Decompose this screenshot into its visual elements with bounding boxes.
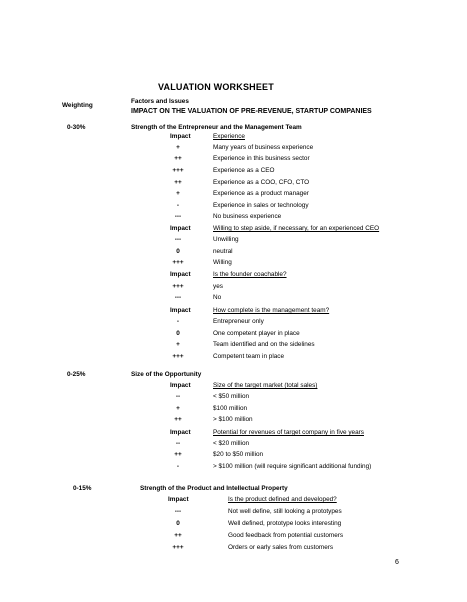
impact-symbol: +++ (172, 167, 184, 174)
impact-label: Impact (168, 496, 189, 503)
question-label: Potential for revenues of target company in five years (213, 429, 364, 436)
section-title: Strength of the Product and Intellectual Property (140, 485, 288, 492)
weighting-header: Weighting (62, 102, 93, 109)
impact-label: Impact (170, 133, 191, 140)
option-text: < $50 million (213, 393, 250, 400)
impact-symbol: - (176, 463, 180, 470)
impact-symbol: +++ (172, 283, 184, 290)
question-label: Willing to step aside, if necessary, for an experienced CEO (213, 225, 380, 232)
question-label: Experience (213, 133, 245, 140)
option-text: Good feedback from potential customers (228, 532, 344, 539)
option-text: < $20 million (213, 440, 250, 447)
impact-symbol: 0 (176, 330, 180, 337)
option-text: Competent team in place (213, 353, 285, 360)
impact-symbol: --- (174, 236, 182, 243)
option-text: Experience in this business sector (213, 155, 310, 162)
option-text: No business experience (213, 213, 282, 220)
option-text: Willing (213, 259, 232, 266)
question-label: Size of the target market (total sales) (213, 382, 318, 389)
impact-symbol: ++ (174, 416, 182, 423)
impact-symbol: ++ (174, 451, 182, 458)
impact-symbol: 0 (176, 520, 180, 527)
option-text: Well defined, prototype looks interesting (228, 520, 342, 527)
impact-symbol: - (176, 318, 180, 325)
impact-symbol: +++ (172, 259, 184, 266)
option-text: $20 to $50 million (213, 451, 264, 458)
impact-symbol: +++ (172, 353, 184, 360)
impact-symbol: + (176, 341, 180, 348)
section-weight: 0-15% (73, 485, 92, 492)
question-label: Is the founder coachable? (213, 271, 287, 278)
impact-symbol: + (176, 190, 180, 197)
option-text: neutral (213, 248, 233, 255)
impact-symbol: ++ (174, 179, 182, 186)
option-text: > $100 million (213, 416, 253, 423)
impact-symbol: --- (174, 213, 182, 220)
impact-symbol: --- (174, 508, 182, 515)
main-heading: IMPACT ON THE VALUATION OF PRE-REVENUE, STARTUP COMPANIES (131, 108, 372, 115)
option-text: Team identified and on the sidelines (213, 341, 315, 348)
question-label: How complete is the management team? (213, 307, 330, 314)
impact-symbol: -- (175, 393, 181, 400)
impact-symbol: ++ (174, 155, 182, 162)
impact-label: Impact (170, 382, 191, 389)
section-title: Size of the Opportunity (131, 371, 202, 378)
option-text: yes (213, 283, 223, 290)
option-text: Entrepreneur only (213, 318, 264, 325)
question-label: Is the product defined and developed? (228, 496, 337, 503)
option-text: Not well define, still looking a prototypes (228, 508, 342, 515)
option-text: Experience as a product manager (213, 190, 309, 197)
section-title: Strength of the Entrepreneur and the Management Team (131, 124, 302, 131)
impact-symbol: ++ (174, 532, 182, 539)
impact-label: Impact (170, 307, 191, 314)
factors-header: Factors and Issues (131, 98, 189, 105)
page-number: 6 (395, 559, 399, 566)
impact-symbol: -- (175, 440, 181, 447)
impact-symbol: +++ (172, 544, 184, 551)
section-weight: 0-25% (67, 371, 86, 378)
impact-label: Impact (170, 429, 191, 436)
option-text: One competent player in place (213, 330, 300, 337)
impact-label: Impact (170, 271, 191, 278)
option-text: Experience as a CEO (213, 167, 275, 174)
option-text: Experience as a COO, CFO, CTO (213, 179, 310, 186)
impact-symbol: - (176, 202, 180, 209)
impact-symbol: + (176, 405, 180, 412)
section-weight: 0-30% (67, 124, 86, 131)
option-text: Orders or early sales from customers (228, 544, 334, 551)
option-text: Many years of business experience (213, 144, 314, 151)
impact-label: Impact (170, 225, 191, 232)
option-text: > $100 million (will require significant additional funding) (213, 463, 372, 470)
option-text: Experience in sales or technology (213, 202, 309, 209)
option-text: No (213, 294, 222, 301)
impact-symbol: --- (174, 294, 182, 301)
worksheet-title: VALUATION WORKSHEET (158, 82, 274, 92)
option-text: $100 million (213, 405, 248, 412)
option-text: Unwilling (213, 236, 239, 243)
impact-symbol: 0 (176, 248, 180, 255)
impact-symbol: + (176, 144, 180, 151)
